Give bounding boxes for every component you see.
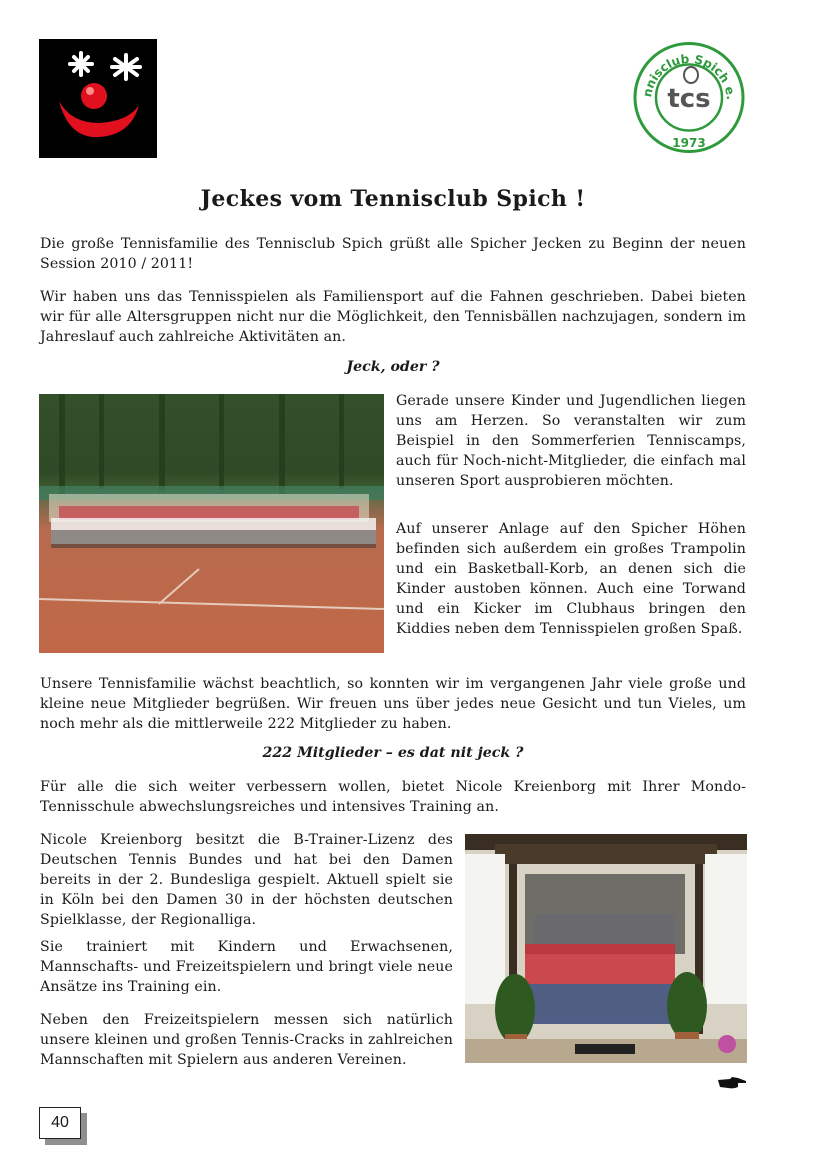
trainer-paragraph: Nicole Kreienborg besitzt die B-Trainer-Lizenz des Deutschen Tennis Bundes und hat bei den Damen bereits in der 2. Bundesliga gespielt. Aktuell spielt sie in Köln bei den Damen 30 in der höchsten deutschen Spielklasse, der Regionalliga.	[40, 832, 453, 928]
svg-text:1973: 1973	[672, 136, 706, 150]
group-photo-tennis-court	[39, 394, 384, 653]
svg-text:Tennisclub Spich e.V.: nnisclub Spich e.	[640, 51, 739, 101]
pointing-hand-icon	[716, 1075, 748, 1091]
family-sport-paragraph: Wir haben uns das Tennisspielen als Familiensport auf die Fahnen geschrieben. Dabei bieten wir für alle Altersgruppen nicht nur die Möglichkeit, den Tennisbällen nachzujagen, sondern im Jahreslauf auch zahlreiche Aktivitäten an.	[40, 289, 746, 345]
growth-paragraph: Unsere Tennisfamilie wächst beachtlich, so konnten wir im vergangenen Jahr viele große und kleine neue Mitglieder begrüßen. Wir freuen uns über jedes neue Gesicht und tun Vieles, um noch mehr als die mittlerweile 222 Mitglieder zu haben.	[40, 676, 746, 732]
trainees-paragraph: Sie trainiert mit Kindern und Erwachsenen, Mannschafts- und Freizeitspielern und bringt viele neue Ansätze ins Training ein.	[40, 939, 453, 995]
clown-face-icon	[39, 39, 157, 158]
kids-paragraph: Gerade unsere Kinder und Jugendlichen liegen uns am Herzen. So veranstalten wir zum Beispiel in den Sommerferien Tenniscamps, auch für Noch-nicht-Mitglieder, die einfach mal unseren Sport ausprobieren möchten.	[396, 393, 746, 489]
article-title: Jeckes vom Tennisclub Spich !	[200, 186, 586, 212]
svg-text:tcs: tcs	[667, 84, 711, 114]
training-paragraph: Für alle die sich weiter verbessern wollen, bietet Nicole Kreienborg mit Ihrer Mondo-Tennisschule abwechslungsreiches und intensives Training an.	[40, 779, 746, 815]
teams-paragraph: Neben den Freizeitspielern messen sich natürlich unsere kleinen und großen Tennis-Cracks in zahlreichen Mannschaften mit Spielern aus anderen Vereinen.	[40, 1012, 453, 1068]
subheading-jeck: Jeck, oder ?	[346, 359, 440, 375]
kids-group-photo-clubhouse	[465, 834, 747, 1063]
facilities-paragraph: Auf unserer Anlage auf den Spicher Höhen befinden sich außerdem ein großes Trampolin und ein Basketball-Korb, an denen sich die Kinder austoben können. Auch eine Torwand und ein Kicker im Clubhaus bringen den Kiddies neben dem Tennisspielen großen Spaß.	[396, 521, 746, 637]
subheading-members: 222 Mitglieder – es dat nit jeck ?	[262, 745, 524, 761]
intro-paragraph: Die große Tennisfamilie des Tennisclub Spich grüßt alle Spicher Jecken zu Beginn der neuen Session 2010 / 2011!	[40, 236, 746, 272]
club-logo-icon	[633, 41, 745, 154]
page-number: 40	[39, 1107, 81, 1139]
